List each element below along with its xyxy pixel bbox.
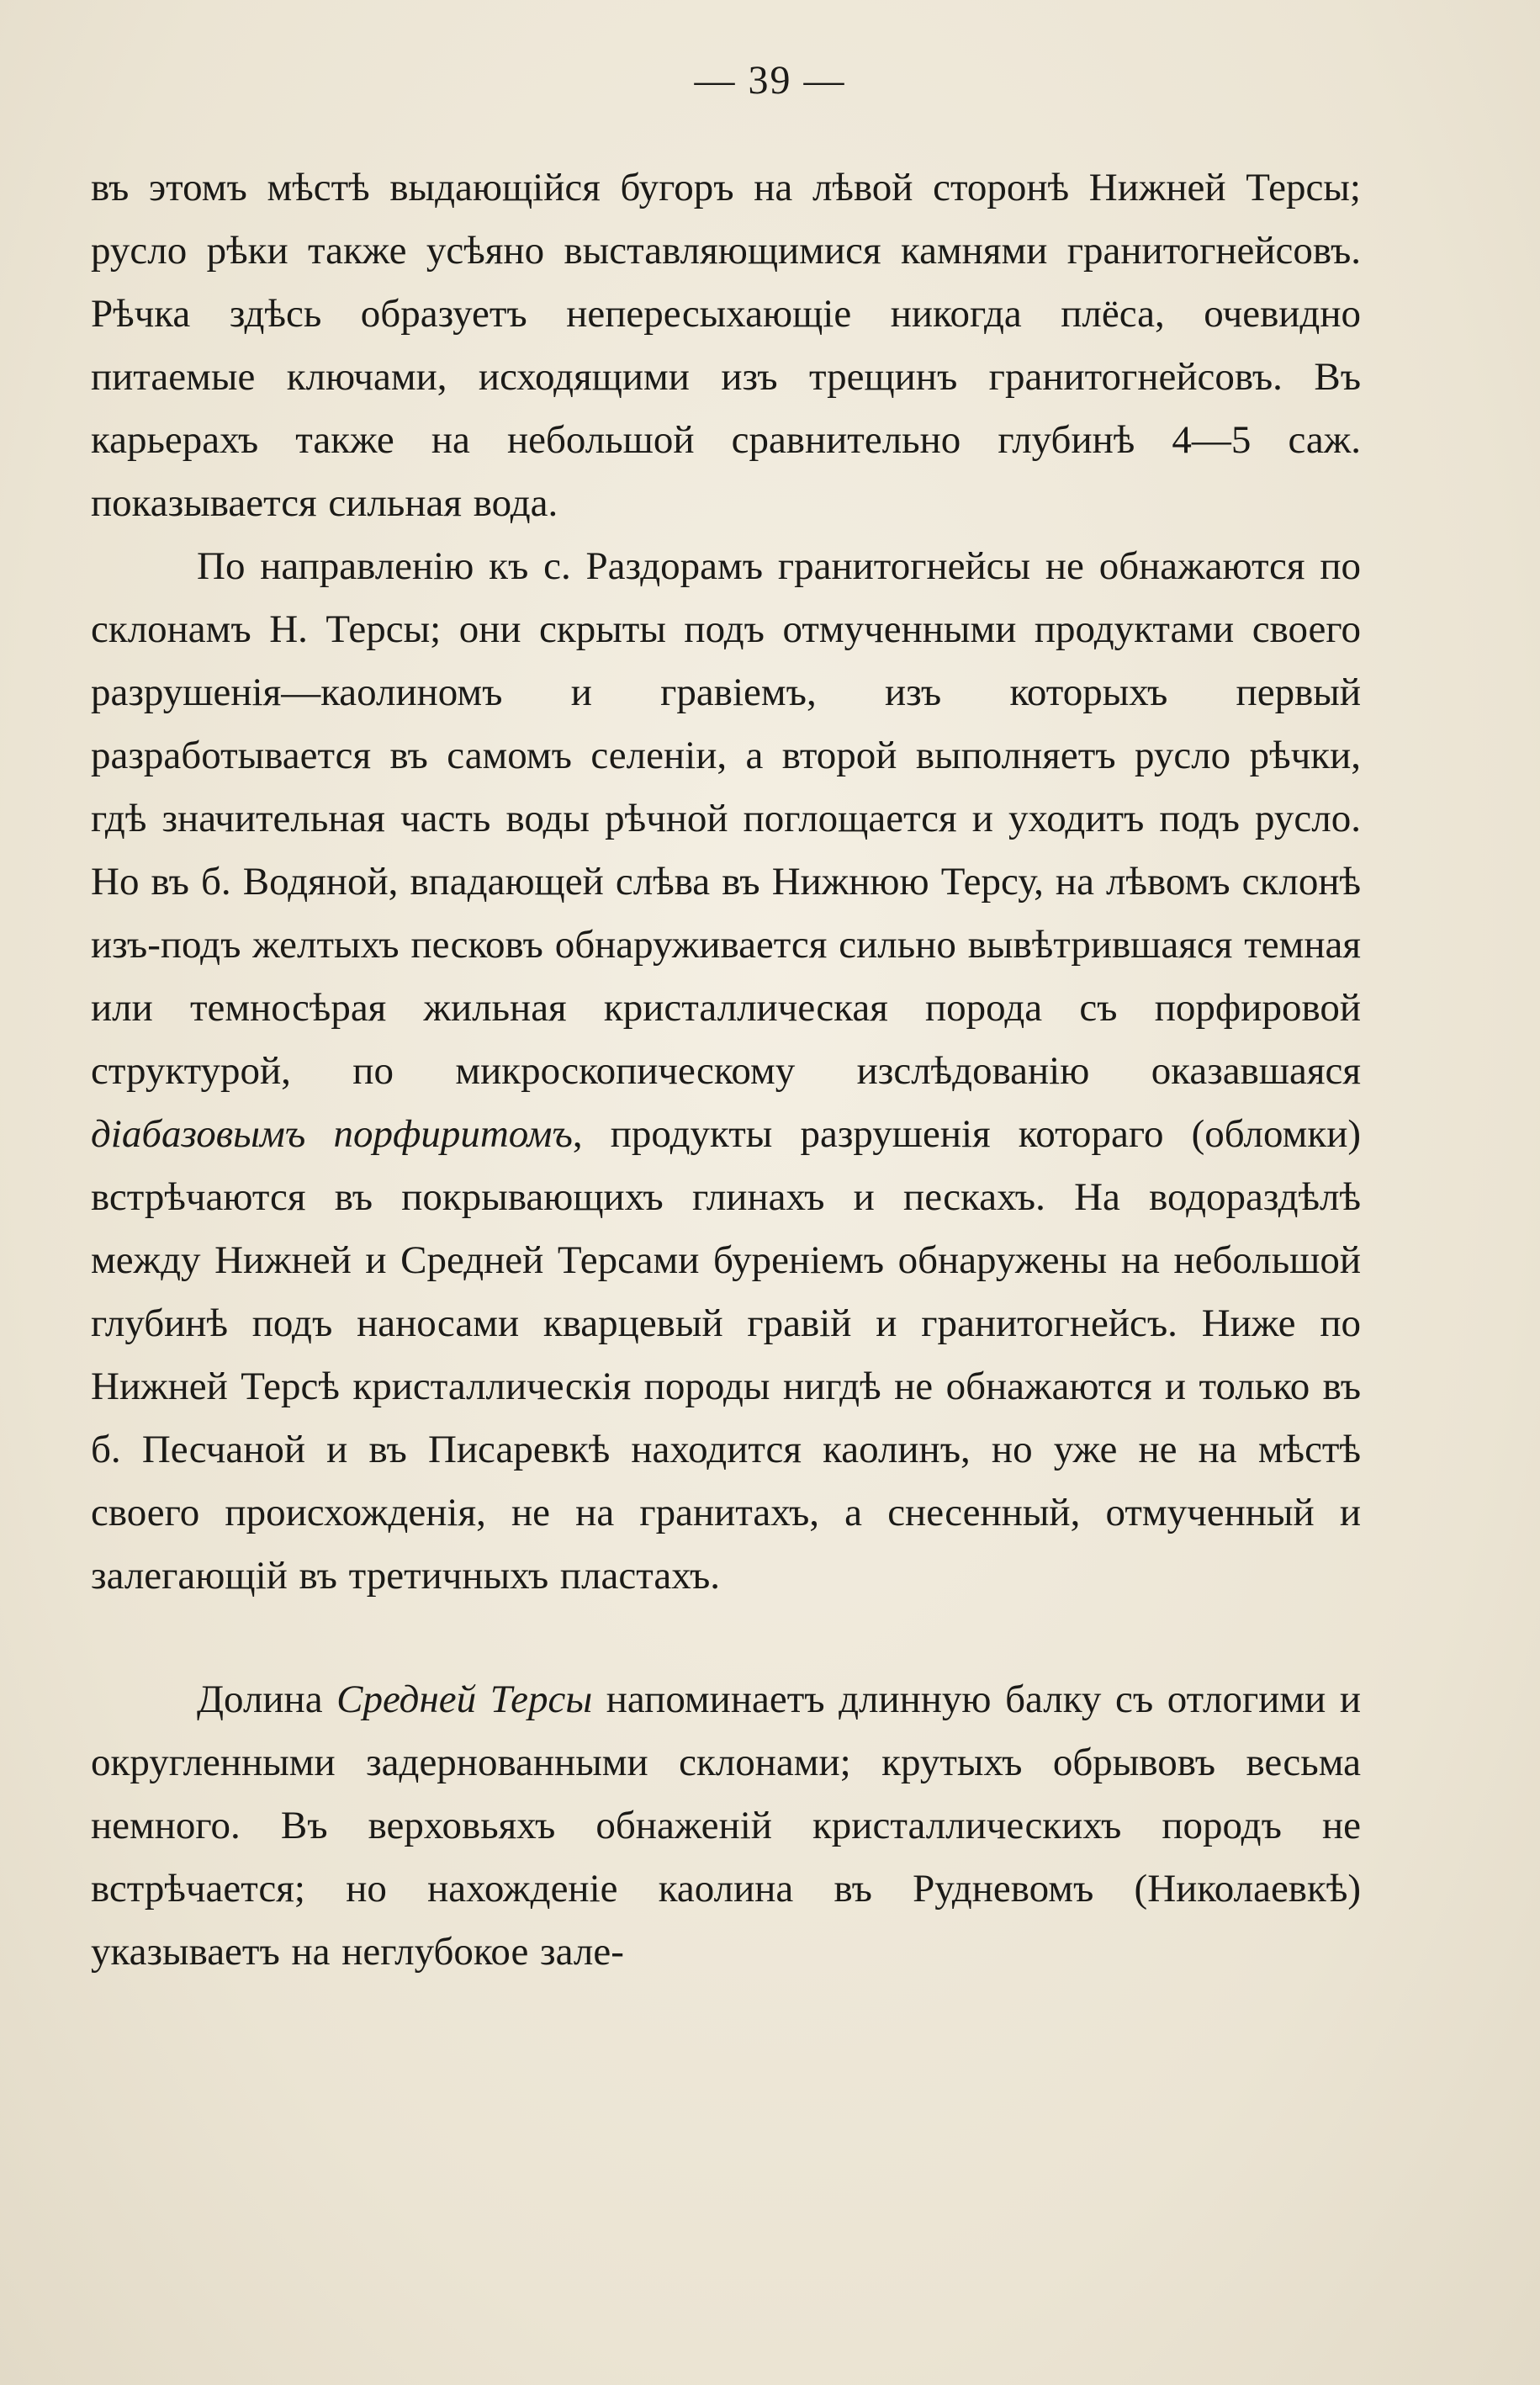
text-run: Долина xyxy=(197,1677,337,1721)
paragraph-gap xyxy=(91,1608,1361,1668)
italic-term: Средней Терсы xyxy=(336,1677,593,1721)
text-run: , продукты разрушенія котораго (обломки) встрѣчаются въ покрывающихъ глинахъ и пескахъ. На водораздѣлѣ между Нижней и Средней Терсами буреніемъ обнаружены на небольшой глубинѣ подъ наносами кварцевый гравій и гранитогнейсъ. Ниже по Нижней Терсѣ кристаллическія породы нигдѣ не обнажаются и только въ б. Песчаной и въ Писаревкѣ находится каолинъ, но уже не на мѣстѣ своего происхожденія, не на гранитахъ, а снесенный, отмученный и залегающій въ третичныхъ пластахъ. xyxy=(91,1112,1361,1598)
text-run: въ этомъ мѣстѣ выдающійся бугоръ на лѣвой сторонѣ Нижней Терсы; русло рѣки также усѣяно выставляющимися камнями гранитогнейсовъ. Рѣчка здѣсь образуетъ непересыхающіе никогда плёса, очевидно питаемые ключами, исходящими изъ трещинъ гранитогнейсовъ. Въ карьерахъ также на небольшой сравнительно глубинѣ 4—5 саж. показывается сильная вода. xyxy=(91,166,1361,525)
body-text xyxy=(91,156,1361,1984)
paragraph xyxy=(91,156,1361,535)
page-number: — 39 — xyxy=(694,58,846,103)
italic-term: діабазовымъ порфиритомъ xyxy=(91,1112,573,1156)
text-run: По направленію къ с. Раздорамъ гранитогнейсы не обнажаются по склонамъ Н. Терсы; они скрыты подъ отмученными продуктами своего разрушенія—каолиномъ и гравіемъ, изъ которыхъ первый разработывается въ самомъ селеніи, а второй выполняетъ русло рѣчки, гдѣ значительная часть воды рѣчной поглощается и уходитъ подъ русло. Но въ б. Водяной, впадающей слѣва въ Нижнюю Терсу, на лѣвомъ склонѣ изъ-подъ желтыхъ песковъ обнаруживается сильно вывѣтрившаяся темная или темносѣрая жильная кристаллическая порода съ порфировой структурой, по микроскопическому изслѣдованію оказавшаяся xyxy=(91,544,1361,1093)
text-run: напоминаетъ длинную балку съ отлогими и округленными задернованными склонами; крутыхъ обрывовъ весьма немного. Въ верховьяхъ обнаженій кристаллическихъ породъ не встрѣчается; но нахожденіе каолина въ Рудневомъ (Николаевкѣ) указываетъ на неглубокое зале- xyxy=(91,1677,1361,1974)
paragraph xyxy=(91,1668,1361,1984)
paragraph xyxy=(91,535,1361,1608)
